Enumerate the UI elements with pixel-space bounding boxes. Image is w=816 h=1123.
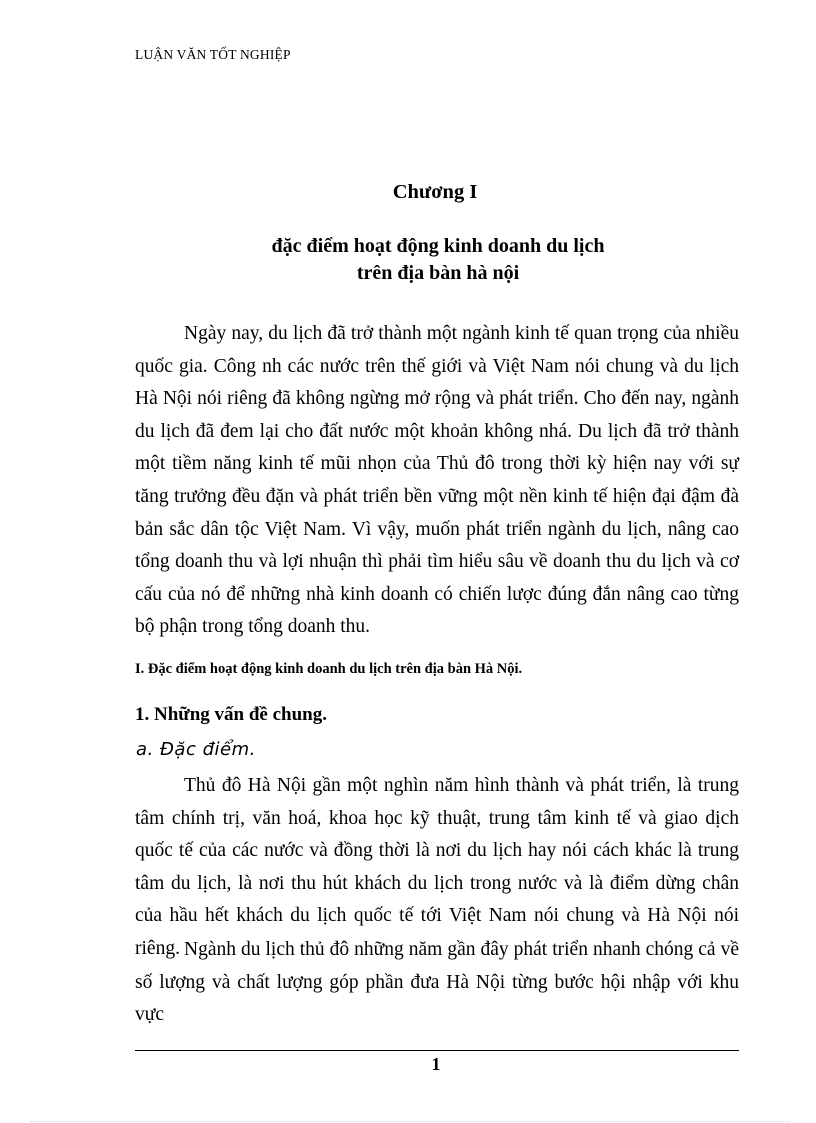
item-heading: a. Đặc điểm. (136, 739, 256, 760)
chapter-subtitle (0, 233, 816, 287)
running-header: LUẬN VĂN TỐT NGHIỆP (135, 47, 291, 62)
section-heading: I. Đặc điểm hoạt động kinh doanh du lịch trên địa bàn Hà Nội. (135, 661, 523, 677)
body-paragraph-1: Thủ đô Hà Nội gần một nghìn năm hình thành và phát triển, là trung tâm chính trị, văn hoá, khoa học kỹ thuật, trung tâm kinh tế và giao dịch quốc tế của các nước và đồng thời là nơi du lịch hay nói cách khác là trung tâm du lịch, là nơi thu hút khách du lịch trong nước và là điểm dừng chân của hầu hết khách du lịch quốc tế tới Việt Nam nói chung và Hà Nội nói riêng. (135, 775, 739, 959)
intro-paragraph: Ngày nay, du lịch đã trở thành một ngành kinh tế quan trọng của nhiều quốc gia. Công nh các nước trên thế giới và Việt Nam nói chung và du lịch Hà Nội nói riêng đã không ngừng mở rộng và phát triển. Cho đến nay, ngành du lịch đã đem lại cho đất nước một khoản không nhá. Du lịch đã trở thành một tiềm năng kinh tế mũi nhọn của Thủ đô trong thời kỳ hiện nay với sự tăng trưởng đều đặn và phát triển bền vững một nền kinh tế hiện đại đậm đà bản sắc dân tộc Việt Nam. Vì vậy, muốn phát triển ngành du lịch, nâng cao tổng doanh thu và lợi nhuận thì phải tìm hiểu sâu về doanh thu du lịch và cơ cấu của nó để những nhà kinh doanh có chiến lược đúng đắn nâng cao từng bộ phận trong tổng doanh thu. (135, 323, 739, 638)
chapter-title: Chương I (392, 181, 478, 203)
chapter-subtitle-line-2: trên địa bàn hà nội (356, 262, 520, 284)
subsection-heading: 1. Những vấn đề chung. (135, 704, 327, 725)
footer-rule (135, 1050, 739, 1051)
page-number: 1 (431, 1054, 441, 1074)
chapter-subtitle-line-1: đặc điểm hoạt động kinh doanh du lịch (271, 235, 605, 257)
page-edge-divider (30, 1121, 790, 1122)
body-paragraph-2: Ngành du lịch thủ đô những năm gần đây phát triển nhanh chóng cả về số lượng và chất lượng góp phần đưa Hà Nội từng bước hội nhập với khu vực (135, 939, 739, 1026)
